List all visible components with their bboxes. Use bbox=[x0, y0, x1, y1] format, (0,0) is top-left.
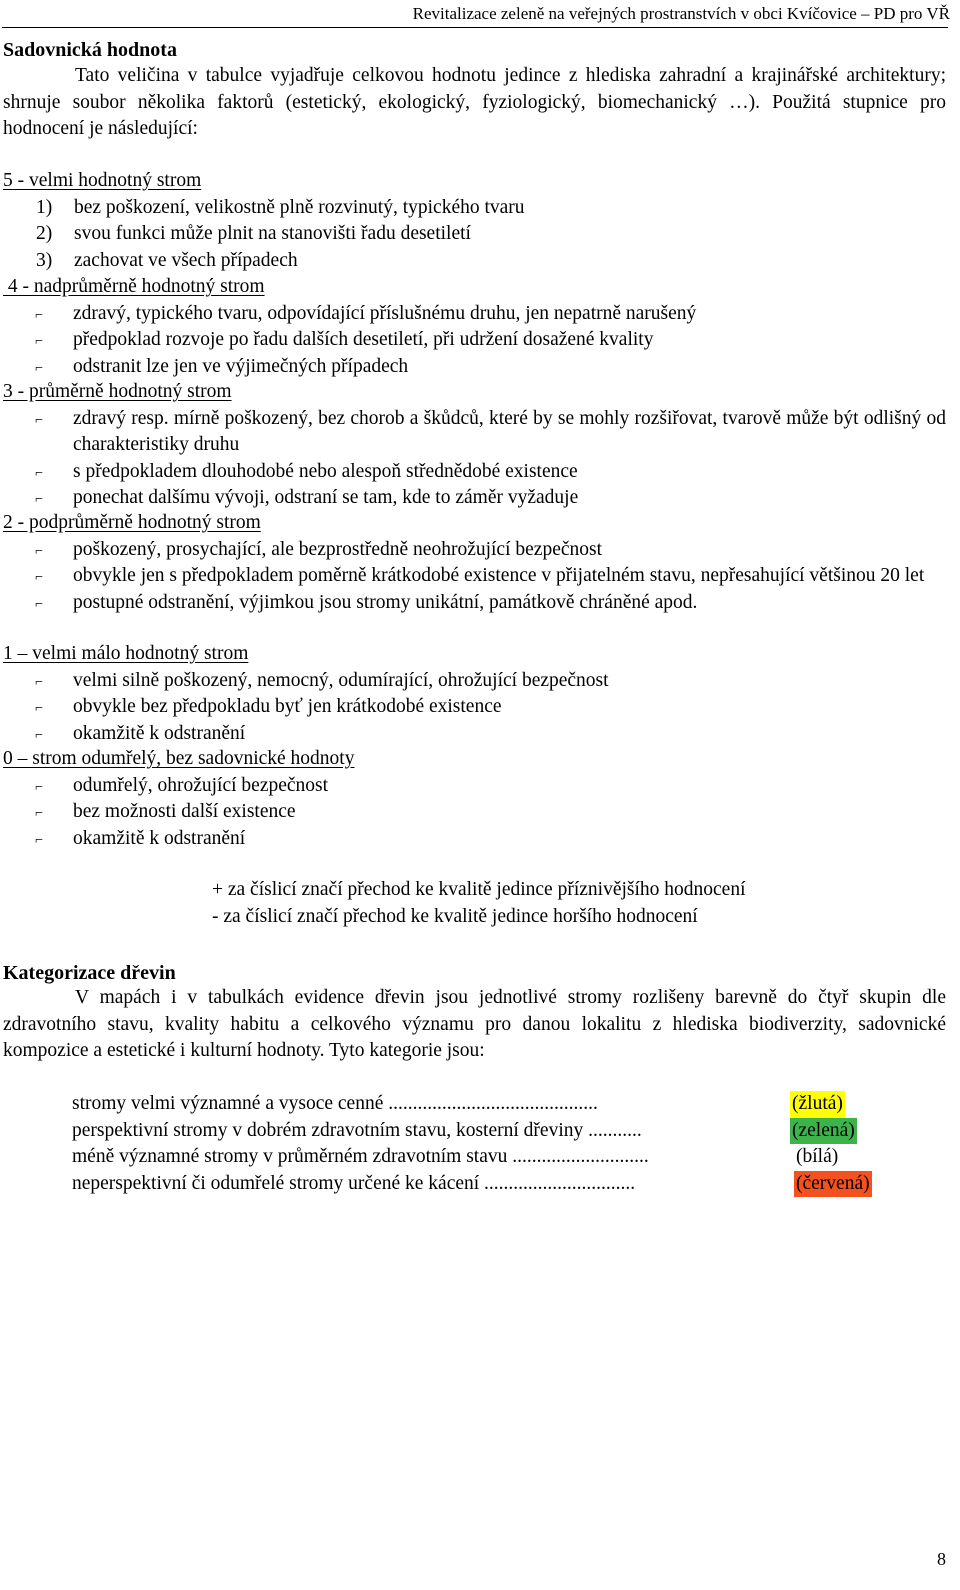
bullet-icon: ⌐ bbox=[35, 570, 43, 585]
list-item: ⌐ bez možnosti další existence bbox=[35, 799, 946, 826]
bullet-icon: ⌐ bbox=[35, 412, 43, 428]
bullet-icon: ⌐ bbox=[35, 779, 43, 795]
section-title-kategorizace: Kategorizace dřevin bbox=[3, 962, 176, 984]
section-intro-sadovnicka bbox=[3, 63, 946, 143]
list-item: ⌐ velmi silně poškozený, nemocný, odumírající, ohrožující bezpečnost bbox=[35, 668, 946, 695]
intro-text: V mapách i v tabulkách evidence dřevin jsou jednotlivé stromy rozlišeny barevně do čtyř skupin dle zdravotního stavu, kvality habitu a celkového významu pro danou lokalitu z hlediska biodiverzity, sadovnické kompozice a estetické i kulturní hodnoty. Tyto kategorie jsou: bbox=[3, 987, 946, 1061]
color-label-green: (zelená) bbox=[790, 1118, 857, 1145]
minus-note: - za číslicí značí přechod ke kvalitě jedince horšího hodnocení bbox=[212, 905, 698, 927]
bullet-icon: ⌐ bbox=[35, 832, 43, 848]
bullet-icon: ⌐ bbox=[35, 543, 43, 559]
bullet-icon: ⌐ bbox=[35, 360, 43, 376]
bullet-icon: ⌐ bbox=[35, 307, 43, 323]
list-item: méně významné stromy v průměrném zdravotním stavu ............................ (bílá) bbox=[0, 1144, 960, 1171]
color-label-white: (bílá) bbox=[794, 1144, 840, 1171]
bullet-icon: ⌐ bbox=[35, 727, 43, 743]
list-item: ⌐ okamžitě k odstranění bbox=[35, 721, 946, 748]
list-item: 1) bez poškození, velikostně plně rozvinutý, typického tvaru bbox=[36, 196, 525, 218]
bullet-icon: ⌐ bbox=[35, 806, 43, 821]
list-item: ⌐ ponechat dalšímu vývoji, odstraní se tam, kde to záměr vyžaduje bbox=[35, 485, 946, 512]
list-item: neperspektivní či odumřelé stromy určené ke kácení ............................... (červená) bbox=[0, 1171, 960, 1198]
bullet-icon: ⌐ bbox=[35, 674, 43, 690]
bullet-icon: ⌐ bbox=[35, 701, 43, 716]
list-item: ⌐ s předpokladem dlouhodobé nebo alespoň střednědobé existence bbox=[35, 459, 946, 486]
category-5-list bbox=[36, 195, 946, 275]
category-0-list bbox=[35, 773, 946, 853]
category-1-label: 1 – velmi málo hodnotný strom bbox=[3, 643, 249, 664]
list-item: ⌐ obvykle jen s předpokladem poměrně krátkodobé existence v přijatelném stavu, nepřesahující většinou 20 let bbox=[35, 563, 946, 590]
bullet-icon: ⌐ bbox=[35, 334, 43, 349]
list-item: ⌐ předpoklad rozvoje po řadu dalších desetiletí, při udržení dosažené kvality bbox=[35, 327, 946, 354]
color-label-red: (červená) bbox=[794, 1171, 872, 1198]
page-number: 8 bbox=[937, 1549, 946, 1569]
list-item: ⌐ postupné odstranění, výjimkou jsou stromy unikátní, památkově chráněné apod. bbox=[35, 590, 946, 617]
list-item: ⌐ zdravý resp. mírně poškozený, bez chorob a škůdců, které by se mohly rozšiřovat, tvarově může být odlišný od charakteristiky druhu bbox=[35, 407, 946, 455]
color-label-yellow: (žlutá) bbox=[790, 1091, 845, 1118]
list-item: ⌐ odstranit lze jen ve výjimečných případech bbox=[35, 354, 946, 381]
category-5-label: 5 - velmi hodnotný strom bbox=[3, 170, 202, 191]
bullet-icon: ⌐ bbox=[35, 596, 43, 612]
list-item: ⌐ zdravý, typického tvaru, odpovídající příslušnému druhu, jen nepatrně narušený bbox=[35, 301, 946, 328]
intro-text: Tato veličina v tabulce vyjadřuje celkovou hodnotu jedince z hlediska zahradní a krajinářské architektury; shrnuje soubor několika faktorů (estetický, ekologický, fyziologický, biomechanický …). Použitá stupnice pro hodnocení je následující: bbox=[3, 65, 946, 139]
category-4-label: 4 - nadprůměrně hodnotný strom bbox=[3, 276, 265, 297]
category-colors-list bbox=[0, 1091, 960, 1197]
section-intro-kategorizace bbox=[3, 985, 946, 1065]
category-3-list bbox=[35, 406, 946, 512]
header-rule bbox=[2, 27, 948, 28]
list-item: stromy velmi významné a vysoce cenné ........................................... (žlutá) bbox=[0, 1091, 960, 1118]
list-item: 2) svou funkci může plnit na stanovišti řadu desetiletí bbox=[36, 223, 471, 244]
running-header: Revitalizace zeleně na veřejných prostranstvích v obci Kvíčovice – PD pro VŘ bbox=[412, 4, 950, 23]
bullet-icon: ⌐ bbox=[35, 492, 43, 507]
category-2-list bbox=[35, 537, 946, 617]
list-item: ⌐ obvykle bez předpokladu byť jen krátkodobé existence bbox=[35, 694, 946, 721]
plus-note: + za číslicí značí přechod ke kvalitě jedince příznivějšího hodnocení bbox=[212, 879, 746, 900]
list-item: 3) zachovat ve všech případech bbox=[36, 249, 298, 271]
list-item: perspektivní stromy v dobrém zdravotním stavu, kosterní dřeviny ........... (zelená) bbox=[0, 1118, 960, 1145]
category-0-label: 0 – strom odumřelý, bez sadovnické hodnoty bbox=[3, 748, 355, 769]
list-item: ⌐ okamžitě k odstranění bbox=[35, 826, 946, 853]
section-title-sadovnicka: Sadovnická hodnota bbox=[3, 39, 177, 61]
category-2-label: 2 - podprůměrně hodnotný strom bbox=[3, 512, 261, 533]
list-item: ⌐ odumřelý, ohrožující bezpečnost bbox=[35, 773, 946, 800]
category-4-list bbox=[35, 301, 946, 381]
bullet-icon: ⌐ bbox=[35, 465, 43, 481]
category-1-list bbox=[35, 668, 946, 748]
category-3-label: 3 - průměrně hodnotný strom bbox=[3, 381, 232, 402]
list-item: ⌐ poškozený, prosychající, ale bezprostředně neohrožující bezpečnost bbox=[35, 537, 946, 564]
